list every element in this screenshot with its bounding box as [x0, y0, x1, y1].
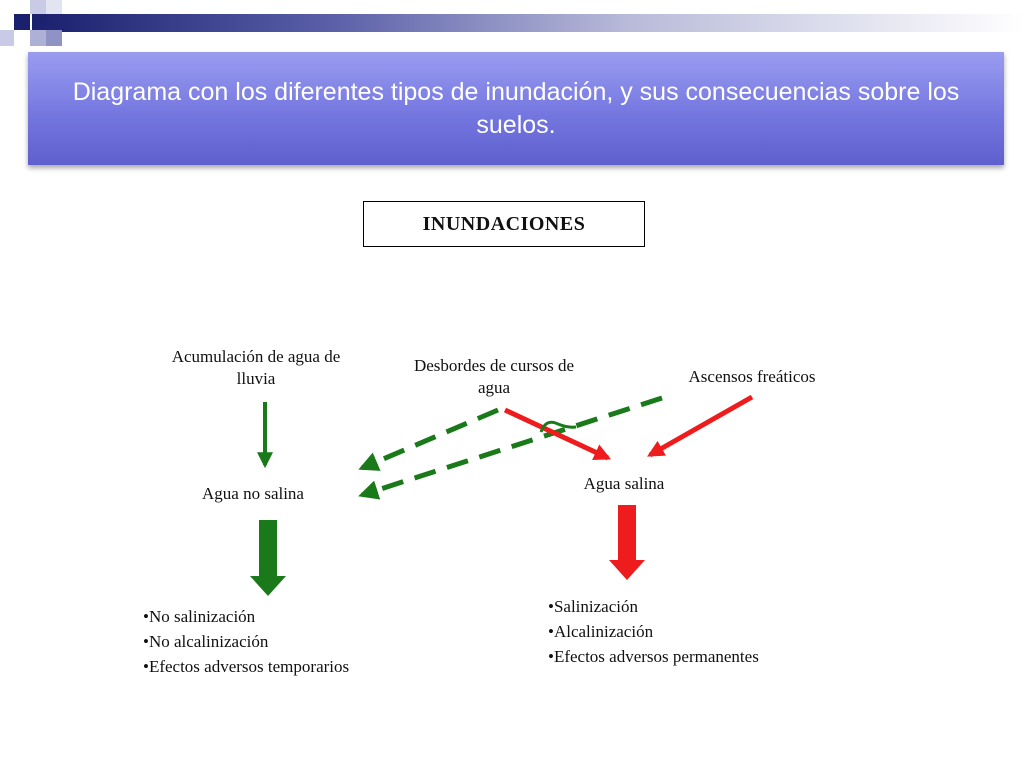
consequence-item: •Efectos adversos temporarios: [143, 657, 350, 676]
arrow-non-saline-consequences: [250, 520, 286, 596]
diagram-root-box: INUNDACIONES: [363, 201, 645, 247]
consequences-non-saline: [143, 604, 349, 679]
arrow-saline-consequences: [609, 505, 645, 580]
slide-title: Diagrama con los diferentes tipos de inundación, y sus consecuencias sobre los suelos.: [72, 77, 960, 139]
arrow-water-table-to-saline: [650, 397, 752, 455]
outcome-saline: Agua salina: [583, 474, 665, 493]
source-overflow: Desbordes de cursos de agua: [413, 356, 575, 397]
consequence-item: •Efectos adversos permanentes: [548, 647, 759, 666]
arrow-overflow-to-saline: [505, 410, 608, 458]
outcome-non-saline: Agua no salina: [202, 484, 304, 503]
consequences-saline: [548, 594, 759, 669]
consequence-item: •No alcalinización: [143, 632, 269, 651]
consequence-item: •No salinización: [143, 607, 256, 626]
source-rain: Acumulación de agua de lluvia: [171, 347, 341, 388]
source-water-table: Ascensos freáticos: [688, 367, 816, 386]
consequence-item: •Alcalinización: [548, 622, 654, 641]
consequence-item: •Salinización: [548, 597, 638, 616]
arrow-overflow-to-non-saline: [362, 410, 498, 468]
